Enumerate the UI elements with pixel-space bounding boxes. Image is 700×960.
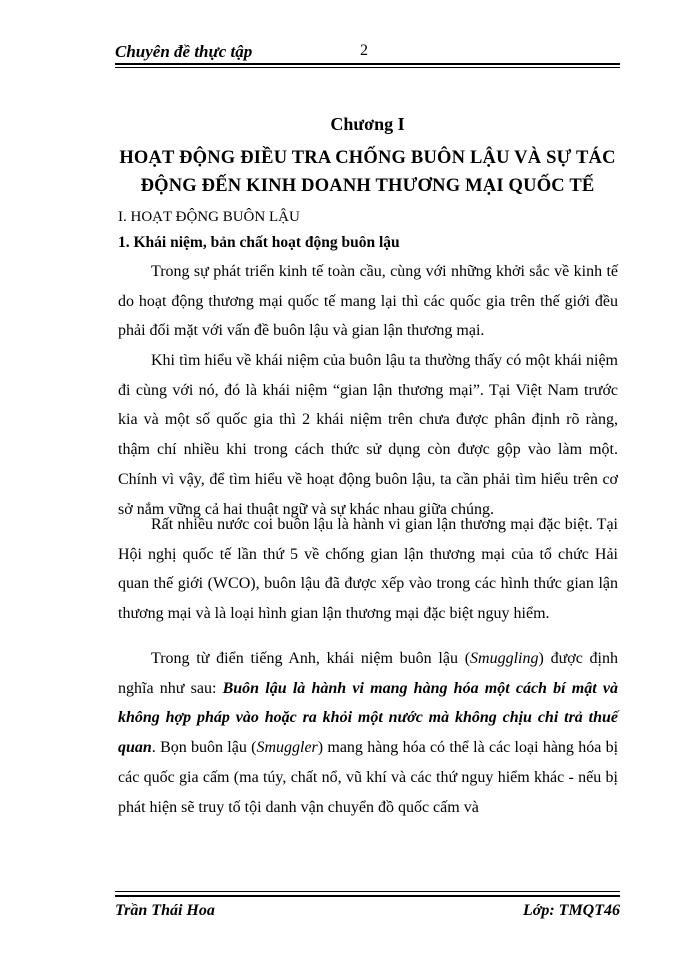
chapter-label: Chương I xyxy=(330,114,405,134)
header-title: Chuyên đề thực tập xyxy=(115,42,253,61)
footer-rule-thin xyxy=(115,891,620,892)
paragraph-4-text-c: . Bọn buôn lậu ( xyxy=(151,739,257,757)
page-footer xyxy=(115,900,620,926)
subsection-heading: 1. Khái niệm, bản chất hoạt động buôn lậu xyxy=(118,234,400,251)
page-header xyxy=(115,38,620,64)
paragraph-1: Trong sự phát triển kinh tế toàn cầu, cùng với những khởi sắc về kinh tế do hoạt động thương mại quốc tế mang lại thì các quốc gia trên thế giới đều phải đối mặt với vấn đề buôn lậu và gian lận thương mại. xyxy=(118,263,618,340)
chapter-title-line-1: HOẠT ĐỘNG ĐIỀU TRA CHỐNG BUÔN LẬU VÀ SỰ TÁC xyxy=(119,148,616,168)
section-heading: I. HOẠT ĐỘNG BUÔN LẬU xyxy=(118,209,300,225)
paragraph-4-text-b: ) được định nghĩa như sau: xyxy=(118,650,618,697)
footer-rule-thick xyxy=(115,895,620,897)
header-rule-thin xyxy=(115,67,620,68)
chapter-title-line-2: ĐỘNG ĐẾN KINH DOANH THƯƠNG MẠI QUỐC TẾ xyxy=(140,176,595,196)
paragraph-3: Rất nhiều nước coi buôn lậu là hành vi gian lận thương mại đặc biệt. Tại Hội nghị quốc tế lần thứ 5 về chống gian lận thương mại của tổ chức Hải quan thế giới (WCO), buôn lậu đã được xếp vào trong các hình thức gian lận thương mại và là loại hình gian lận thương mại đặc biệt nguy hiểm. xyxy=(118,516,618,623)
term-smuggler: Smuggler xyxy=(256,739,318,757)
header-rule-thick xyxy=(115,63,620,65)
paragraph-4-text-a: Trong từ điển tiếng Anh, khái niệm buôn lậu ( xyxy=(151,650,471,667)
smuggling-definition: Buôn lậu là hành vi mang hàng hóa một cách bí mật và không hợp pháp vào hoặc ra khỏi một nước mà không chịu chi trả thuế quan xyxy=(118,679,619,757)
footer-author: Trần Thái Hoa xyxy=(115,902,215,919)
term-smuggling: Smuggling xyxy=(470,650,539,667)
page-number: 2 xyxy=(360,42,368,59)
paragraph-2: Khi tìm hiểu về khái niệm của buôn lậu ta thường thấy có một khái niệm đi cùng với nó, đó là khái niệm “gian lận thương mại”. Tại Việt Nam trước kia và một số quốc gia thì 2 khái niệm trên chưa được phân định rõ ràng, thậm chí nhiều khi trong cách thức sử dụng còn được gộp vào làm một. Chính vì vậy, để tìm hiểu về hoạt động buôn lậu, ta cần phải tìm hiểu trên cơ sở nắm vững cả hai thuật ngữ và sự khác nhau giữa chúng. xyxy=(118,352,618,518)
paragraph-4 xyxy=(118,644,618,822)
footer-class: Lớp: TMQT46 xyxy=(522,902,620,919)
paragraph-4-text-d: ) mang hàng hóa có thể là các loại hàng hóa bị các quốc gia cấm (ma túy, chất nổ, vũ khí và các thứ nguy hiểm khác - nếu bị phát hiện sẽ truy tố tội danh vận chuyển đồ quốc cấm và xyxy=(118,739,619,816)
